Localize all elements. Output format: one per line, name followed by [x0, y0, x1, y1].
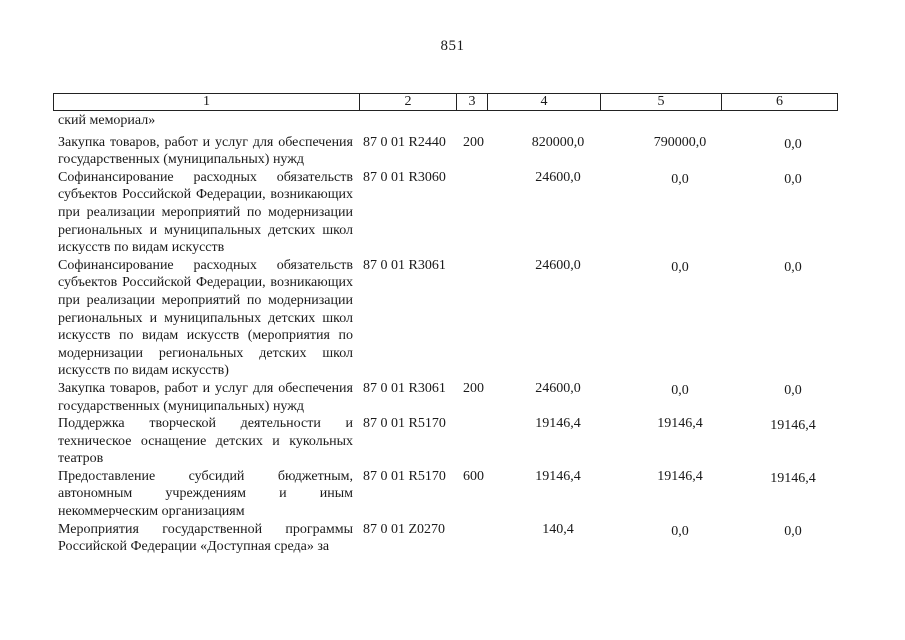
column-header-3: 3 [457, 94, 488, 110]
row-type: 200 [463, 380, 484, 396]
row-value-6: 0,0 [784, 259, 802, 275]
row-value-4: 19146,4 [535, 416, 581, 432]
row-code: 87 0 01 R3061 [363, 257, 446, 273]
table-row [58, 415, 848, 468]
row-code: 87 0 01 R5170 [363, 468, 446, 484]
row-name: Софинансирование расходных обязательств субъектов Российской Федерации, возникающих при реализации мероприятий по модернизации региональных и муниципальных детских школ искусств по видам искусств (мероприятия по модернизации региональных детских школ искусств по видам искусств) [58, 257, 353, 379]
row-value-6: 0,0 [784, 382, 802, 398]
column-header-6: 6 [776, 94, 783, 109]
row-name: Мероприятия государственной программы Российской Федерации «Доступная среда» за [58, 521, 353, 555]
row-value-4: 820000,0 [531, 134, 585, 150]
row-name: Предоставление субсидий бюджетным, автономным учреждениям и иным некоммерческим организациям [58, 468, 353, 520]
table-row [58, 134, 848, 169]
column-header-5: 5 [601, 94, 722, 110]
table-row [58, 521, 848, 556]
row-value-5: 0,0 [671, 171, 689, 187]
row-code: 87 0 01 R3060 [363, 169, 446, 185]
row-value-4: 140,4 [542, 521, 574, 537]
row-code: 87 0 01 R3061 [363, 380, 446, 396]
row-value-4: 24600,0 [535, 169, 581, 185]
row-type: 600 [463, 468, 484, 484]
row-value-5: 0,0 [671, 382, 689, 398]
row-value-5: 19146,4 [657, 416, 703, 432]
row-code: 87 0 01 R2440 [363, 134, 446, 150]
row-name: ский мемориал» [58, 113, 156, 128]
row-value-6: 0,0 [784, 171, 802, 187]
row-value-4: 24600,0 [535, 380, 581, 396]
column-header-2: 2 [360, 94, 457, 110]
row-name: Закупка товаров, работ и услуг для обеспечения государственных (муниципальных) нужд [58, 134, 353, 168]
column-header-1: 1 [54, 94, 360, 110]
column-header-4: 4 [488, 94, 601, 110]
row-value-6: 0,0 [784, 523, 802, 539]
row-name: Закупка товаров, работ и услуг для обеспечения государственных (муниципальных) нужд [58, 380, 353, 414]
row-value-6: 19146,4 [770, 470, 816, 486]
table-row [58, 112, 848, 130]
row-value-5: 790000,0 [653, 134, 707, 150]
row-value-4: 19146,4 [535, 468, 581, 484]
row-code: 87 0 01 Z0270 [363, 521, 446, 537]
table-row [58, 257, 848, 380]
row-value-6: 19146,4 [770, 418, 816, 434]
row-type: 200 [463, 134, 484, 150]
table-body [58, 112, 848, 556]
table-column-header-row [53, 93, 838, 111]
row-value-5: 0,0 [671, 523, 689, 539]
row-value-6: 0,0 [784, 136, 802, 152]
row-value-4: 24600,0 [535, 257, 581, 273]
table-row [58, 468, 848, 521]
row-value-5: 0,0 [671, 259, 689, 275]
page-number: 851 [440, 38, 465, 54]
table-row [58, 169, 848, 257]
row-code: 87 0 01 R5170 [363, 416, 446, 432]
row-name: Софинансирование расходных обязательств субъектов Российской Федерации, возникающих при реализации мероприятий по модернизации региональных и муниципальных детских школ искусств по видам искусств [58, 169, 353, 256]
table-row [58, 380, 848, 415]
row-name: Поддержка творческой деятельности и техническое оснащение детских и кукольных театров [58, 416, 353, 467]
row-value-5: 19146,4 [657, 468, 703, 484]
